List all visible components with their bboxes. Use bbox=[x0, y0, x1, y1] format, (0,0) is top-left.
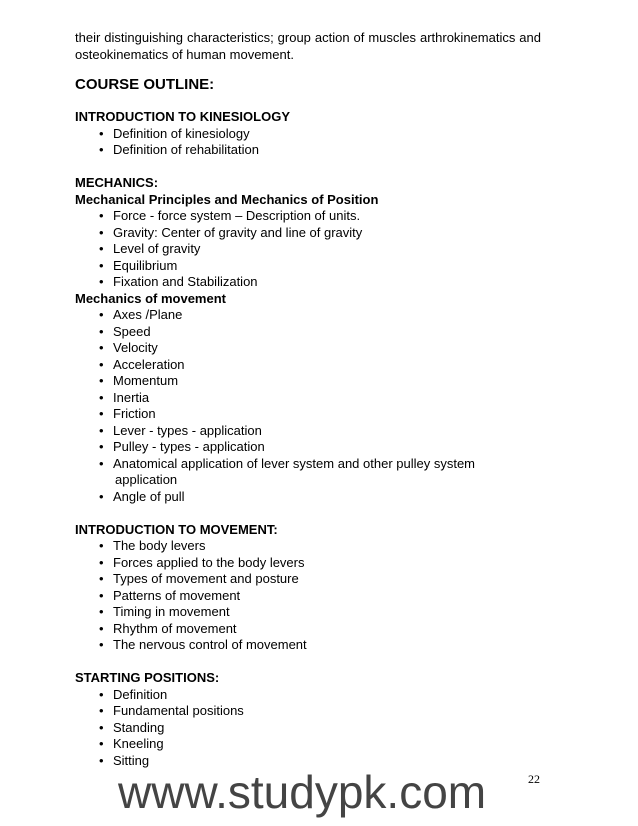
list-mechanical-principles bbox=[75, 208, 545, 291]
watermark: www.studypk.com bbox=[118, 766, 487, 818]
bullet-icon: • bbox=[99, 604, 104, 619]
list-item: • Force - force system – Description of units. bbox=[99, 208, 361, 223]
bullet-icon: • bbox=[99, 439, 104, 454]
list-item: • Axes /Plane bbox=[99, 307, 183, 322]
bullet-icon: • bbox=[99, 323, 104, 339]
bullet-icon: • bbox=[99, 752, 104, 768]
list-item: • Definition bbox=[99, 686, 168, 702]
bullet-icon: • bbox=[99, 340, 104, 355]
bullet-icon: • bbox=[99, 241, 104, 256]
list-intro-movement bbox=[75, 538, 545, 654]
spacer bbox=[75, 505, 545, 522]
list-mechanics-of-movement bbox=[75, 307, 545, 505]
list-item: • Patterns of movement bbox=[99, 587, 241, 603]
bullet-icon: • bbox=[99, 142, 104, 157]
list-item: • Rhythm of movement bbox=[99, 620, 237, 636]
bullet-icon: • bbox=[99, 719, 104, 735]
section-heading-starting-positions: STARTING POSITIONS: bbox=[75, 670, 220, 685]
list-item: • Sitting bbox=[99, 752, 150, 768]
bullet-icon: • bbox=[99, 406, 104, 421]
list-item: • Types of movement and posture bbox=[99, 571, 299, 586]
section-heading-intro-kinesiology: INTRODUCTION TO KINESIOLOGY bbox=[75, 109, 290, 124]
bullet-icon: • bbox=[99, 488, 104, 504]
list-starting-positions bbox=[75, 687, 545, 770]
bullet-icon: • bbox=[99, 455, 104, 471]
section-heading-intro-movement: INTRODUCTION TO MOVEMENT: bbox=[75, 521, 278, 537]
bullet-icon: • bbox=[99, 356, 104, 372]
list-item: • Friction bbox=[99, 406, 156, 421]
spacer bbox=[75, 654, 545, 671]
list-item: • The body levers bbox=[99, 538, 206, 553]
bullet-icon: • bbox=[99, 224, 104, 240]
list-item: • Level of gravity bbox=[99, 241, 201, 256]
bullet-icon: • bbox=[99, 422, 104, 438]
list-item: • Lever - types - application bbox=[99, 422, 262, 438]
list-item: • Kneeling bbox=[99, 736, 164, 751]
bullet-icon: • bbox=[99, 587, 104, 603]
list-item: • Equilibrium bbox=[99, 257, 178, 273]
course-outline-title: COURSE OUTLINE: bbox=[75, 76, 215, 93]
bullet-icon: • bbox=[99, 274, 104, 289]
subheading-mechanics-of-movement: Mechanics of movement bbox=[75, 290, 226, 306]
list-item-continuation: application bbox=[115, 472, 178, 487]
bullet-icon: • bbox=[99, 554, 104, 570]
page-number: 22 bbox=[528, 772, 540, 786]
list-item: • Inertia bbox=[99, 389, 150, 405]
list-item: • Fundamental positions bbox=[99, 703, 244, 718]
list-item: • Fixation and Stabilization bbox=[99, 274, 258, 289]
list-item: • Momentum bbox=[99, 373, 179, 388]
list-item: • Pulley - types - application bbox=[99, 439, 265, 454]
bullet-icon: • bbox=[99, 373, 104, 388]
list-item: • Acceleration bbox=[99, 356, 185, 372]
bullet-icon: • bbox=[99, 703, 104, 718]
bullet-icon: • bbox=[99, 686, 104, 702]
list-item: • Forces applied to the body levers bbox=[99, 554, 305, 570]
list-item: • Timing in movement bbox=[99, 604, 230, 619]
list-item: • Angle of pull bbox=[99, 488, 185, 504]
list-item: • Definition of rehabilitation bbox=[99, 142, 259, 157]
bullet-icon: • bbox=[99, 125, 104, 141]
bullet-icon: • bbox=[99, 637, 104, 652]
section-heading-mechanics: MECHANICS: bbox=[75, 175, 159, 190]
list-item: • Anatomical application of lever system and other pulley system application bbox=[99, 455, 476, 487]
list-item: • Gravity: Center of gravity and line of gravity bbox=[99, 224, 363, 240]
bullet-icon: • bbox=[99, 307, 104, 322]
list-item: • Speed bbox=[99, 323, 151, 339]
list-item: • Velocity bbox=[99, 340, 158, 355]
bullet-icon: • bbox=[99, 538, 104, 553]
bullet-icon: • bbox=[99, 208, 104, 223]
intro-paragraph: their distinguishing characteristics; group action of muscles arthrokinematics and osteokinematics of human movement. bbox=[75, 30, 541, 62]
list-item: • The nervous control of movement bbox=[99, 637, 307, 652]
spacer bbox=[75, 159, 545, 176]
bullet-icon: • bbox=[99, 389, 104, 405]
course-outline-content bbox=[75, 109, 545, 769]
subheading-mechanical-principles: Mechanical Principles and Mechanics of Position bbox=[75, 191, 379, 207]
bullet-icon: • bbox=[99, 257, 104, 273]
bullet-icon: • bbox=[99, 736, 104, 751]
list-item: • Standing bbox=[99, 719, 165, 735]
list-intro-kinesiology bbox=[75, 126, 545, 159]
bullet-icon: • bbox=[99, 620, 104, 636]
bullet-icon: • bbox=[99, 571, 104, 586]
list-item: • Definition of kinesiology bbox=[99, 125, 250, 141]
